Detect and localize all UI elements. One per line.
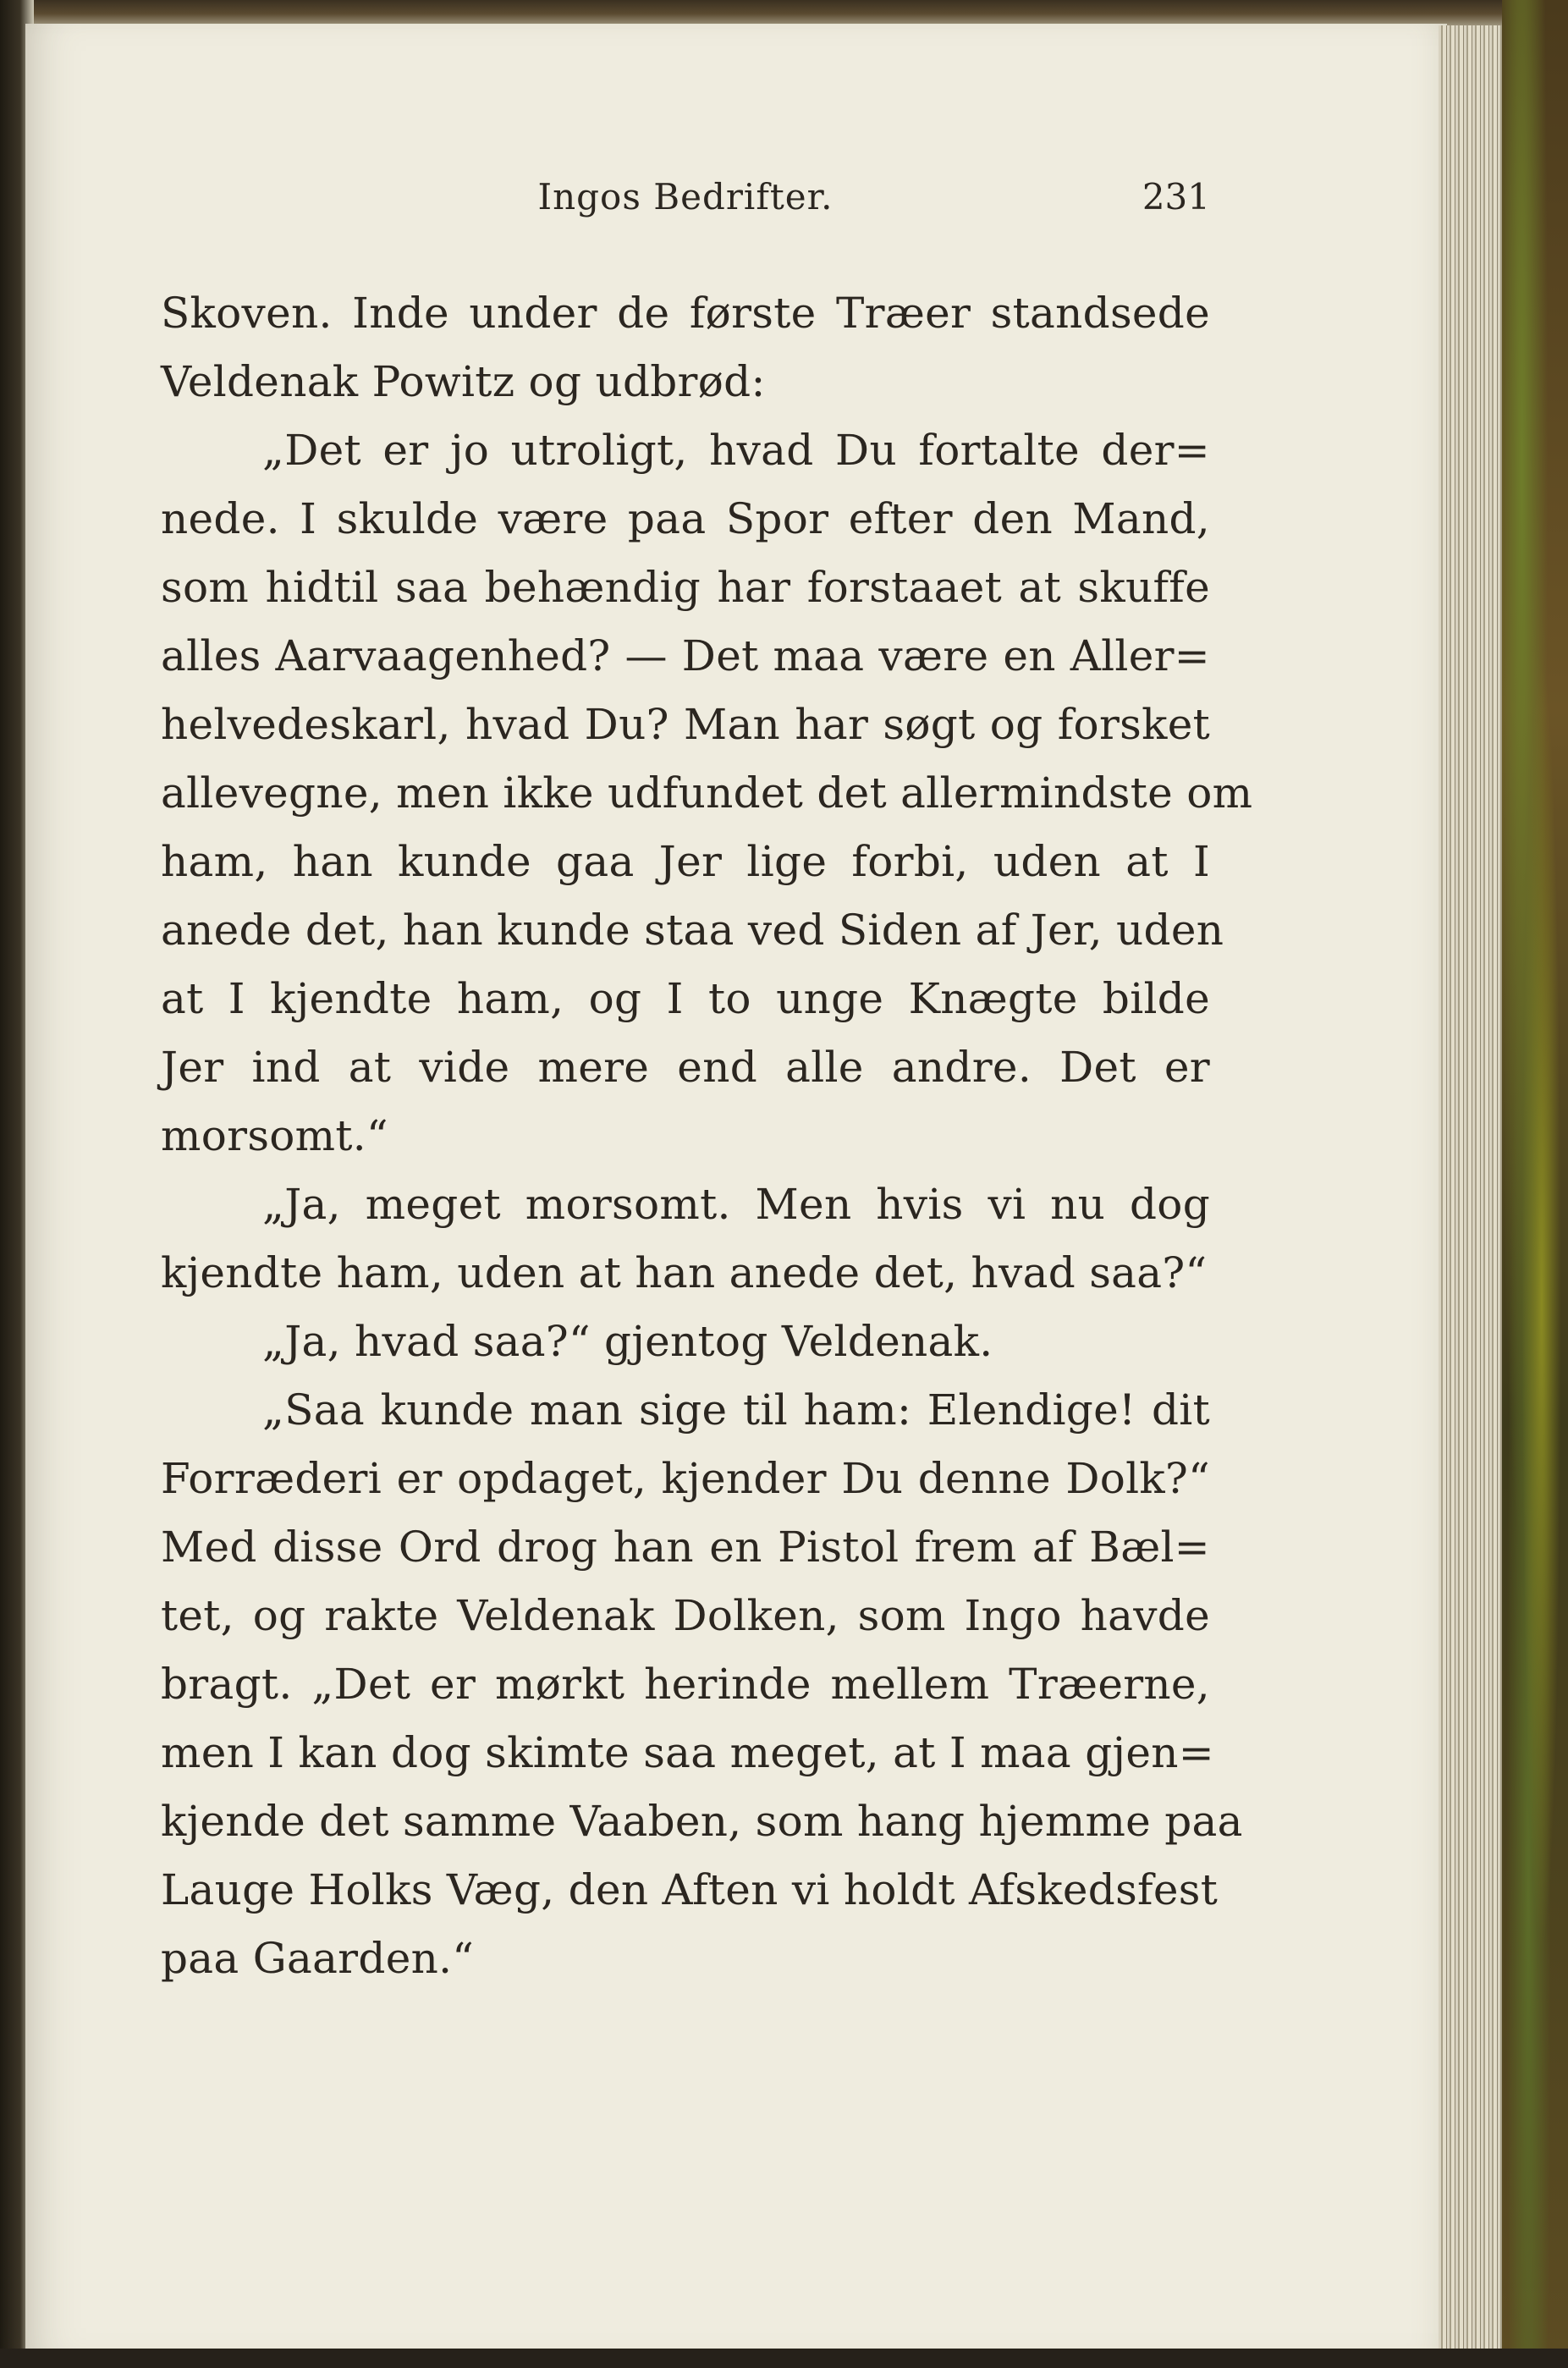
text-line: „Saa kunde man sige til ham: Elendige! dit xyxy=(262,1385,1210,1435)
text-line: som hidtil saa behændig har forstaaet at skuffe xyxy=(161,563,1210,612)
body-text xyxy=(161,279,1253,1993)
text-line: nede. I skulde være paa Spor efter den Mand, xyxy=(161,494,1210,543)
marbled-cover xyxy=(1502,0,1568,2368)
text-line: allevegne, men ikke udfundet det allermindste om xyxy=(161,768,1253,818)
text-line: Forræderi er opdaget, kjender Du denne Dolk?“ xyxy=(161,1454,1210,1503)
text-line: morsomt.“ xyxy=(161,1111,388,1160)
text-line: kjende det samme Vaaben, som hang hjemme paa xyxy=(161,1797,1243,1846)
text-line: tet, og rakte Veldenak Dolken, som Ingo havde xyxy=(161,1591,1210,1640)
text-line: „Ja, hvad saa?“ gjentog Veldenak. xyxy=(262,1317,993,1366)
running-head-title: Ingos Bedrifter. xyxy=(537,176,834,218)
text-line: Med disse Ord drog han en Pistol frem af Bæl= xyxy=(161,1523,1210,1572)
page-edges xyxy=(1439,25,1506,2353)
text-line: alles Aarvaagenhed? — Det maa være en Aller= xyxy=(161,631,1210,680)
text-line: Lauge Holks Væg, den Aften vi holdt Afskedsfest xyxy=(161,1865,1219,1914)
text-line: helvedeskarl, hvad Du? Man har søgt og forsket xyxy=(161,700,1210,749)
text-line: Skoven. Inde under de første Træer standsede xyxy=(161,289,1210,338)
book-bottom-edge xyxy=(0,2349,1568,2368)
text-line: „Det er jo utroligt, hvad Du fortalte der= xyxy=(262,426,1210,475)
text-line: kjendte ham, uden at han anede det, hvad saa?“ xyxy=(161,1248,1208,1297)
text-line: bragt. „Det er mørkt herinde mellem Træerne, xyxy=(161,1660,1210,1709)
text-line: ham, han kunde gaa Jer lige forbi, uden at I xyxy=(161,837,1210,886)
text-line: „Ja, meget morsomt. Men hvis vi nu dog xyxy=(262,1180,1210,1229)
page-number: 231 xyxy=(1142,176,1210,218)
text-line: Veldenak Powitz og udbrød: xyxy=(161,357,766,406)
text-line: anede det, han kunde staa ved Siden af Jer, uden xyxy=(161,906,1224,955)
text-line: Jer ind at vide mere end alle andre. Det er xyxy=(161,1043,1210,1092)
text-line: at I kjendte ham, og I to unge Knægte bilde xyxy=(161,974,1210,1023)
text-line: paa Gaarden.“ xyxy=(161,1934,475,1983)
text-line: men I kan dog skimte saa meget, at I maa gjen= xyxy=(161,1728,1214,1777)
